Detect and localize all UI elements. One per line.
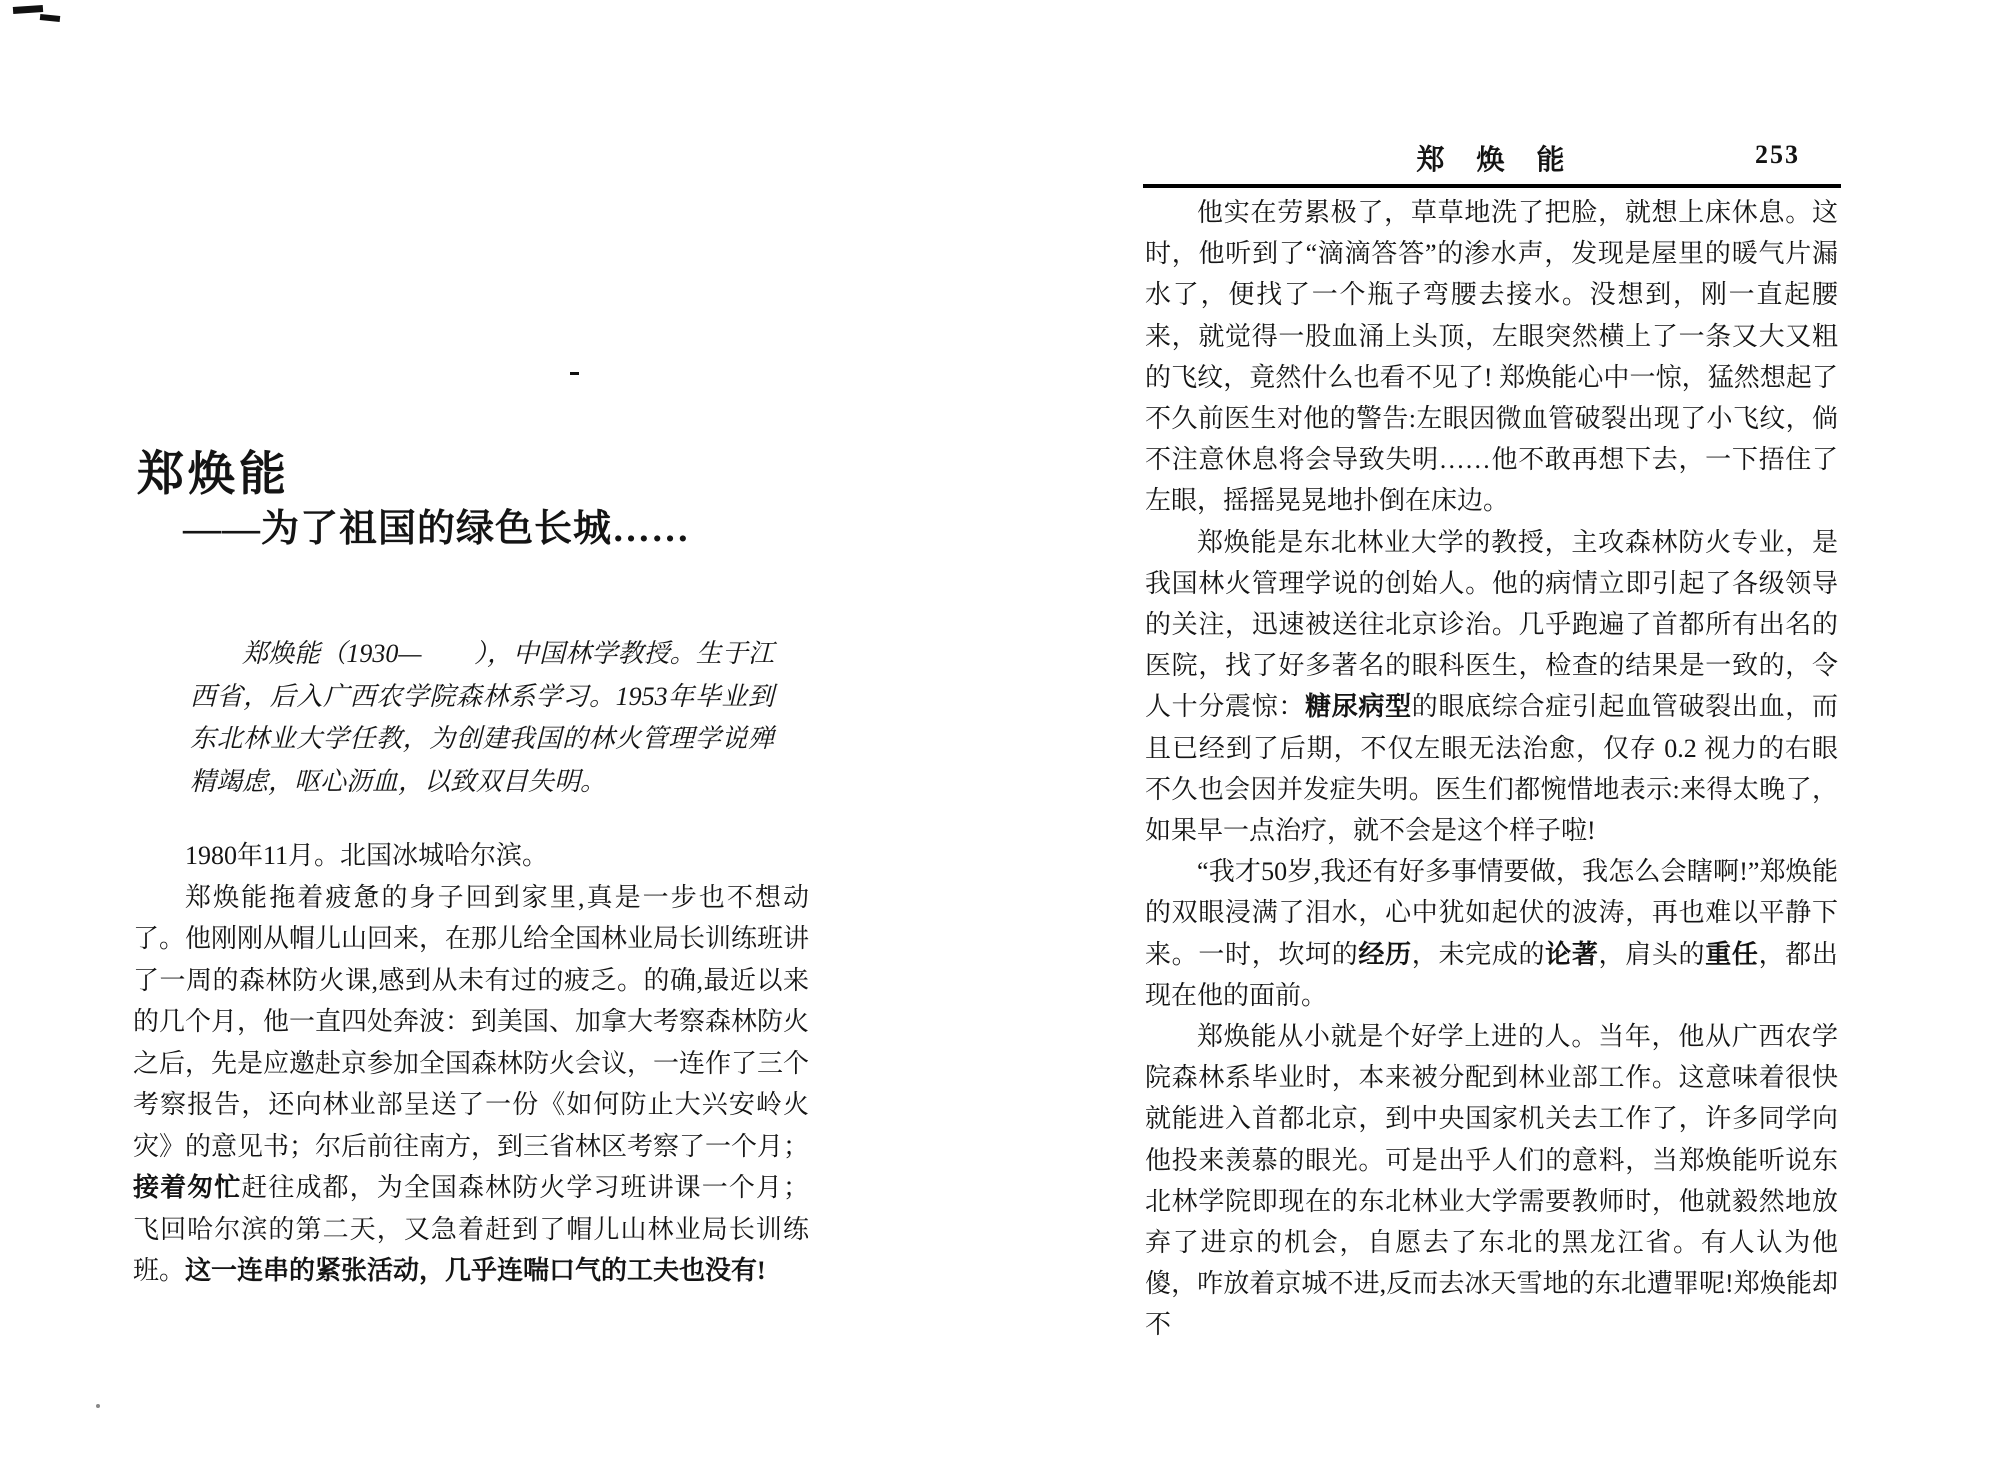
chapter-subtitle: ——为了祖国的绿色长城…… [183,508,691,550]
body-text: 1980年11月。北国冰城哈尔滨。 [185,841,549,870]
body-text: “我才50岁,我还有好多事情要做，我怎么会瞎啊!”郑焕能的双眼浸满了泪水，心中犹如起伏的波涛，再也难以平静下来。一时，坎坷的 [1145,857,1838,969]
biography-note: 郑焕能（1930— ），中国林学教授。生于江西省，后入广西农学院森林系学习。1953年毕业到东北林业大学任教，为创建我国的林火管理学说殚精竭虑，呕心沥血，以致双目失明。 [190,639,774,796]
body-text: 郑焕能从小就是个好学上进的人。当年，他从广西农学院森林系毕业时，本来被分配到林业部工作。这意味着很快就能进入首都北京，到中央国家机关去工作了，许多同学向他投来羡慕的眼光。可是出乎人们的意料，当郑焕能听说东北林学院即现在的东北林业大学需要教师时，他就毅然地放弃了进京的机会，自愿去了东北的黑龙江省。有人认为他傻，咋放着京城不进,反而去冰天雪地的东北遭罪呢!郑焕能却不 [1145,1022,1838,1340]
paragraph [1145,1016,1838,1346]
running-header-title: 郑 焕 能 [1416,145,1567,176]
chapter-title: 郑焕能 [137,447,290,500]
emphasized-text: 接着匆忙 [133,1173,242,1202]
paragraph [1145,522,1838,852]
paragraph [1145,851,1838,1016]
body-text: 郑焕能拖着疲惫的身子回到家里,真是一步也不想动了。他刚刚从帽儿山回来，在那儿给全国林业局长训练班讲了一周的森林防火课,感到从未有过的疲乏。的确,最近以来的几个月，他一直四处奔波：到美国、加拿大考察森林防火之后，先是应邀赴京参加全国森林防火会议，一连作了三个考察报告，还向林业部呈送了一份《如何防止大兴安岭火灾》的意见书；尔后前往南方，到三省林区考察了一个月； [133,882,810,1161]
body-text: ，都出现在他的面前。 [1145,939,1838,1010]
emphasized-text: 糖尿病型 [1305,692,1412,722]
left-page-body-text [133,835,809,1292]
paragraph [133,835,809,877]
body-text: ，肩头的 [1598,939,1706,969]
paragraph [133,877,809,1292]
emphasized-text: 这一连串的紧张活动，几乎连喘口气的工夫也没有! [185,1256,766,1285]
ink-speck [570,372,579,375]
emphasized-text: 重任 [1705,939,1759,969]
ink-speck [96,1404,100,1408]
body-text: 他实在劳累极了，草草地洗了把脸，就想上床休息。这时，他听到了“滴滴答答”的渗水声，发现是屋里的暖气片漏水了，便找了一个瓶子弯腰去接水。没想到，刚一直起腰来，就觉得一股血涌上头顶，左眼突然横上了一条又大又粗的飞纹，竟然什么也看不见了! 郑焕能心中一惊，猛然想起了不久前医生对他的警告:左眼因微血管破裂出现了小飞纹，倘不注意休息将会导致失明……他不敢再想下去，一下捂住了左眼，摇摇晃晃地扑倒在床边。 [1145,198,1838,516]
scan-artifact [40,14,61,22]
page-number: 253 [1755,140,1800,169]
emphasized-text: 经历 [1358,939,1412,969]
right-page-body-text [1145,192,1838,1346]
header-rule [1143,184,1841,188]
emphasized-text: 论著 [1545,939,1599,969]
paragraph [1145,192,1838,522]
body-text: 的眼底综合症引起血管破裂出血，而且已经到了后期，不仅左眼无法治愈，仅存 0.2 视力的右眼不久也会因并发症失明。医生们都惋惜地表示:来得太晚了，如果早一点治疗，就不会是这个样子啦! [1145,692,1838,846]
body-text: 郑焕能是东北林业大学的教授，主攻森林防火专业，是我国林火管理学说的创始人。他的病情立即引起了各级领导的关注，迅速被送往北京诊治。几乎跑遍了首都所有出名的医院，找了好多著名的眼科医生，检查的结果是一致的，令人十分震惊： [1145,527,1838,722]
body-text: ，未完成的 [1411,939,1546,969]
scan-artifact [13,5,43,14]
running-header [1145,138,1838,182]
body-text: 赶往成都，为全国森林防火学习班讲课一个月；飞回哈尔滨的第二天，又急着赶到了帽儿山林业局长训练班。 [133,1173,809,1285]
